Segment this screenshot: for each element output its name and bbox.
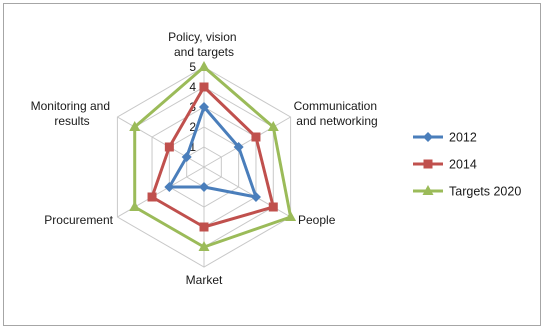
axis-label-communication [294, 99, 381, 128]
axis-label-policy-line2: and targets [173, 45, 235, 59]
legend-symbol-2014 [413, 160, 443, 169]
point-2014-procurement [148, 193, 157, 202]
point-2012-market [199, 182, 209, 192]
axis-label-market [186, 273, 223, 287]
point-2012-people [251, 192, 261, 202]
tick-label-2: 2 [189, 120, 196, 134]
axis-label-policy-line1: Policy, vision [168, 30, 237, 44]
axis-label-monitoring [31, 99, 114, 128]
axis-label-market-line1: Market [185, 273, 223, 287]
legend-marker-2014 [424, 160, 433, 169]
axis-label-monitoring-line2: results [54, 114, 90, 128]
axis-label-monitoring-line1: Monitoring and [30, 99, 111, 113]
legend [413, 131, 521, 199]
tick-label-4: 4 [189, 80, 196, 94]
legend-item-2012 [413, 131, 477, 145]
axis-label-policy [168, 30, 240, 59]
legend-label-targets-2020: Targets 2020 [449, 184, 522, 199]
series-line-2014 [152, 87, 273, 227]
tick-label-1: 1 [189, 140, 196, 154]
legend-item-2014 [413, 158, 477, 172]
axis-label-communication-line2: and networking [296, 114, 378, 128]
axis-label-procurement-line1: Procurement [44, 213, 113, 227]
legend-symbol-targets-2020 [413, 185, 443, 195]
axis-label-people-line1: People [298, 213, 336, 227]
point-2014-people [269, 203, 278, 212]
legend-marker-2012 [423, 132, 433, 142]
tick-label-3: 3 [189, 100, 196, 114]
point-2014-policy-vision-and-targets [200, 83, 209, 92]
point-2014-communication-and-networking [251, 133, 260, 142]
point-targets-2020-procurement [129, 201, 140, 211]
point-2014-monitoring-and-results [165, 143, 174, 152]
series-2014 [148, 83, 278, 232]
legend-item-targets-2020 [413, 185, 521, 199]
legend-label-2012: 2012 [449, 130, 477, 145]
axis-label-procurement [44, 213, 113, 227]
legend-symbol-2012 [413, 132, 443, 142]
axis-label-communication-line1: Communication [293, 99, 378, 113]
point-targets-2020-people [285, 211, 296, 221]
axis-label-people [298, 213, 336, 227]
legend-label-2014: 2014 [449, 157, 477, 172]
point-targets-2020-policy-vision-and-targets [199, 61, 210, 71]
tick-label-5: 5 [189, 60, 196, 74]
point-2014-market [200, 223, 209, 232]
